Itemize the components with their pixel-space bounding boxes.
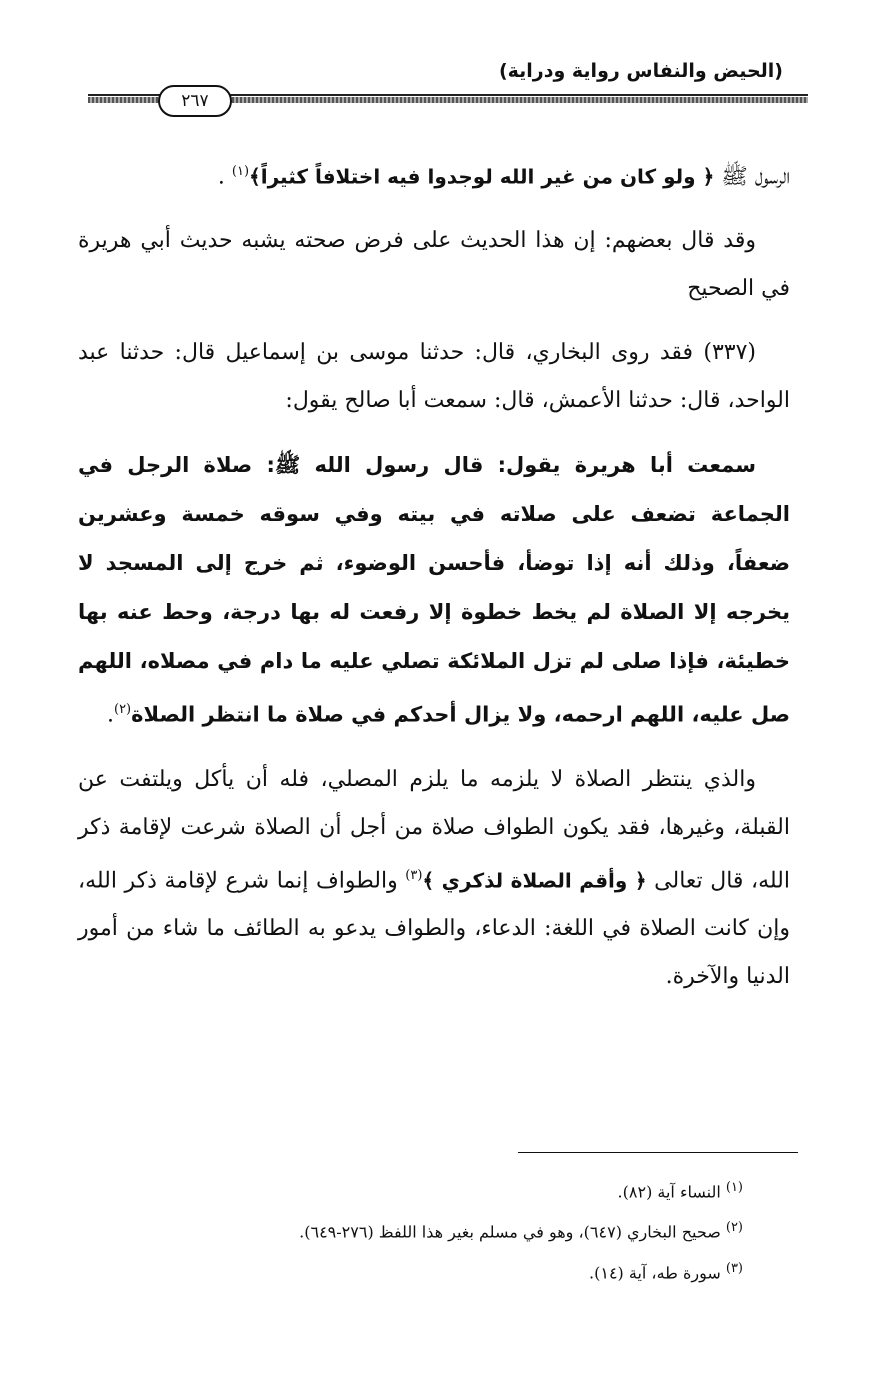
hadith-text: سمعت أبا هريرة يقول: قال رسول الله ﷺ: صلاة الرجل في الجماعة تضعف على صلاته في بيته وفي سوقه خمسة وعشرين ضعفاً، وذلك أنه إذا توضأ، فأحسن الوضوء، ثم خرج إلى المسجد لا يخرجه إلا الصلاة لم يخط خطوة إلا رفعت له بها درجة، وحط عنه بها خطيئة، فإذا صلى لم تزل الملائكة تصلي عليه ما دام في مصلاه، اللهم صل عليه، اللهم ارحمه، ولا يزال أحدكم في صلاة ما انتظر الصلاة <box>78 453 790 727</box>
page-number: ٢٦٧ <box>158 85 232 117</box>
footnote-2-text: صحيح البخاري (٦٤٧)، وهو في مسلم بغير هذا اللفظ (٢٧٦-٦٤٩). <box>299 1222 726 1242</box>
footnote-3-num: (٣) <box>725 1260 743 1276</box>
paragraph-2: وقد قال بعضهم: إن هذا الحديث على فرض صحته يشبه حديث أبي هريرة في الصحيح <box>78 228 790 302</box>
footnote-1-num: (١) <box>725 1180 743 1195</box>
footnotes <box>83 1170 743 1291</box>
paragraph-5 <box>78 756 790 1001</box>
p5-end: والطواف إنما شرع لإقامة ذكر الله، وإن كانت الصلاة في اللغة: الدعاء، والطواف يدعو به الطائف ما شاء من أمور الدنيا والآخرة. <box>78 867 790 989</box>
paragraph-3-isnad: (٣٣٧) فقد روى البخاري، قال: حدثنا موسى بن إسماعيل قال: حدثنا عبد الواحد، قال: حدثنا الأعمش، قال: سمعت أبا صالح يقول: <box>78 340 790 414</box>
footnote-ref-2: (٢) <box>113 702 132 718</box>
footnote-1 <box>83 1170 743 1210</box>
footnote-2 <box>83 1210 743 1250</box>
running-header-title: (الحيض والنفاس رواية ودراية) <box>498 60 783 82</box>
footnote-ref-1: (١) <box>231 164 250 179</box>
p1-end: . <box>217 164 232 190</box>
quran-quote-2: ﴿ وأقم الصلاة لذكري ﴾ <box>422 867 647 892</box>
main-text <box>78 148 790 1017</box>
paragraph-1 <box>78 148 790 201</box>
p1-start: الرسول ﷺ <box>714 164 790 190</box>
footnote-1-text: النساء آية (٨٢). <box>617 1182 726 1202</box>
p5-start: والذي ينتظر الصلاة لا يلزمه ما يلزم المصلي، فله أن يأكل ويلتفت عن القبلة، وغيرها، فقد يكون الطواف صلاة من أجل أن الصلاة شرعت لإقامة ذكر الله، قال تعالى <box>78 766 790 893</box>
footnote-3 <box>83 1251 743 1291</box>
footnote-3-text: سورة طه، آية (١٤). <box>589 1262 726 1282</box>
quran-quote-1: ﴿ ولو كان من غير الله لوجدوا فيه اختلافاً كثيراً﴾ <box>249 164 715 189</box>
footnote-ref-3: (٣) <box>405 867 423 883</box>
footnote-separator <box>518 1152 798 1153</box>
paragraph-4-hadith <box>78 441 790 739</box>
footnote-2-num: (٢) <box>725 1220 743 1236</box>
p4-end: . <box>106 702 114 728</box>
